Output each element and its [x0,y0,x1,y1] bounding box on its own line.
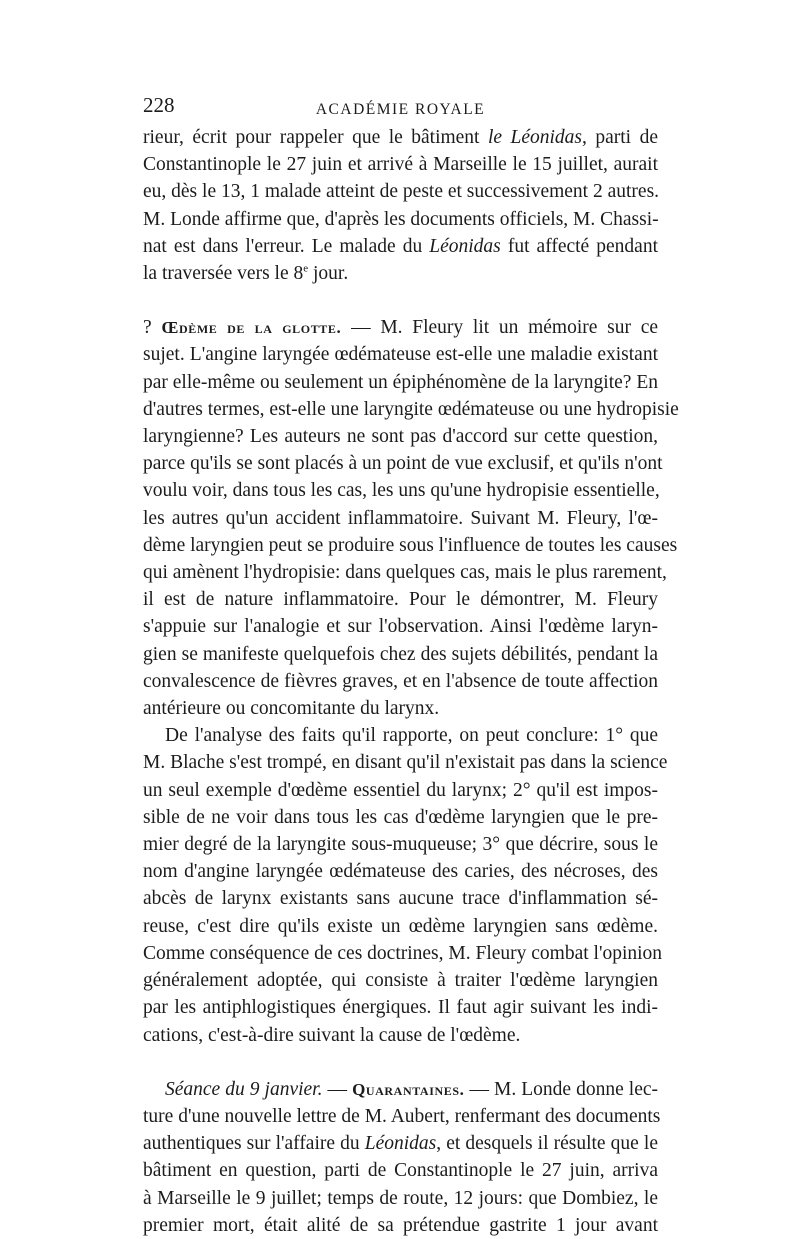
paragraph-seance-quarantaines [143,1076,661,1239]
text-line: ture d'une nouvelle lettre de M. Aubert, renfermant des documents [143,1105,661,1127]
text-line: d'autres termes, est-elle une laryngite œdémateuse ou une hydropisie [143,398,679,420]
text-line: parce qu'ils se sont placés à un point de vue exclusif, et qu'ils n'ont [143,453,663,475]
text-line: authentiques sur l'affaire du Léonidas, et desquels il résulte que le [143,1133,658,1155]
text-line: voulu voir, dans tous les cas, les uns qu'une hydropisie essentielle, [143,480,660,502]
text-line: Comme conséquence de ces doctrines, M. Fleury combat l'opinion [143,942,663,964]
book-page [143,92,679,1239]
text-line: premier mort, était alité de sa prétendue gastrite 1 jour avant [143,1214,658,1236]
text-line: gien se manifeste quelquefois chez des sujets débilités, pendant la [143,643,658,665]
ship-name: Léonidas [429,235,501,257]
text-line: antérieure ou concomitante du larynx. [143,698,440,720]
section-heading: Quarantaines. [352,1079,465,1099]
paragraph-conclusions [143,722,668,1048]
text-line: eu, dès le 13, 1 malade atteint de peste et successivement 2 autres. [143,181,660,203]
text-line: laryngienne? Les auteurs ne sont pas d'accord sur cette question, [143,426,658,448]
text-line: nat est dans l'erreur. Le malade du Léonidas fut affecté pendant [143,235,658,257]
text-line: la traversée vers le 8e jour. [143,262,349,285]
text-line: à Marseille le 9 juillet; temps de route, 12 jours: que Dombiez, le [143,1187,658,1209]
text-line: mier degré de la laryngite sous-muqueuse; 3° que décrire, sous le [143,834,658,856]
text-line: un seul exemple d'œdème essentiel du larynx; 2° qu'il est impos- [143,779,658,801]
text-line: bâtiment en question, parti de Constantinople le 27 juin, arriva [143,1160,658,1182]
paragraph-leonidas-report [143,124,658,287]
text-line: reuse, c'est dire qu'ils existe un œdème laryngien sans œdème. [143,915,658,937]
text-line: nom d'angine laryngée œdémateuse des caries, des nécroses, des [143,861,658,883]
text-line: sujet. L'angine laryngée œdémateuse est-elle une maladie existant [143,344,658,366]
text-line: sible de ne voir dans tous les cas d'œdème laryngien que le pre- [143,806,658,828]
text-line: s'appuie sur l'analogie et sur l'observation. Ainsi l'œdème laryn- [143,616,658,638]
section-heading: Œdème de la glotte. [161,318,342,338]
margin-mark: ? [143,317,152,339]
text-line: il est de nature inflammatoire. Pour le démontrer, M. Fleury [143,589,658,611]
text-line: par les antiphlogistiques énergiques. Il faut agir suivant les indi- [143,997,658,1019]
text-line: Constantinople le 27 juin et arrivé à Marseille le 15 juillet, aurait [143,154,658,176]
text-line: convalescence de fièvres graves, et en l'absence de toute affection [143,670,658,692]
text-line: abcès de larynx existants sans aucune trace d'inflammation sé- [143,888,658,910]
text-line: qui amènent l'hydropisie: dans quelques cas, mais le plus rarement, [143,562,667,584]
ship-name: Léonidas [364,1133,437,1155]
text-line: rieur, écrit pour rappeler que le bâtiment le Léonidas, parti de [143,127,658,148]
ship-name: le Léonidas [487,127,583,148]
text-line: M. Londe affirme que, d'après les documents officiels, M. Chassi- [143,208,659,230]
session-date: Séance du 9 janvier. [165,1078,323,1100]
text-line: généralement adoptée, qui consiste à traiter l'œdème laryngien [143,970,658,992]
paragraph-oedeme-glotte [143,314,679,722]
page-number: 228 [143,93,175,117]
running-title: ACADÉMIE ROYALE [315,101,486,118]
text-line: cations, c'est-à-dire suivant la cause de l'œdème. [143,1024,521,1046]
page-header [143,92,658,121]
text-line: dème laryngien peut se produire sous l'influence de toutes les causes [143,534,678,556]
text-line: par elle-même ou seulement un épiphénomène de la laryngite? En [143,371,658,393]
text-line: Séance du 9 janvier. — Quarantaines. — M. Londe donne lec- [165,1078,659,1100]
text-line: M. Blache s'est trompé, en disant qu'il n'existait pas dans la science [143,752,668,774]
text-line: De l'analyse des faits qu'il rapporte, on peut conclure: 1° que [165,725,658,747]
text-line: les autres qu'un accident inflammatoire. Suivant M. Fleury, l'œ- [143,507,658,529]
text-line: ? Œdème de la glotte. — M. Fleury lit un mémoire sur ce [143,317,659,339]
